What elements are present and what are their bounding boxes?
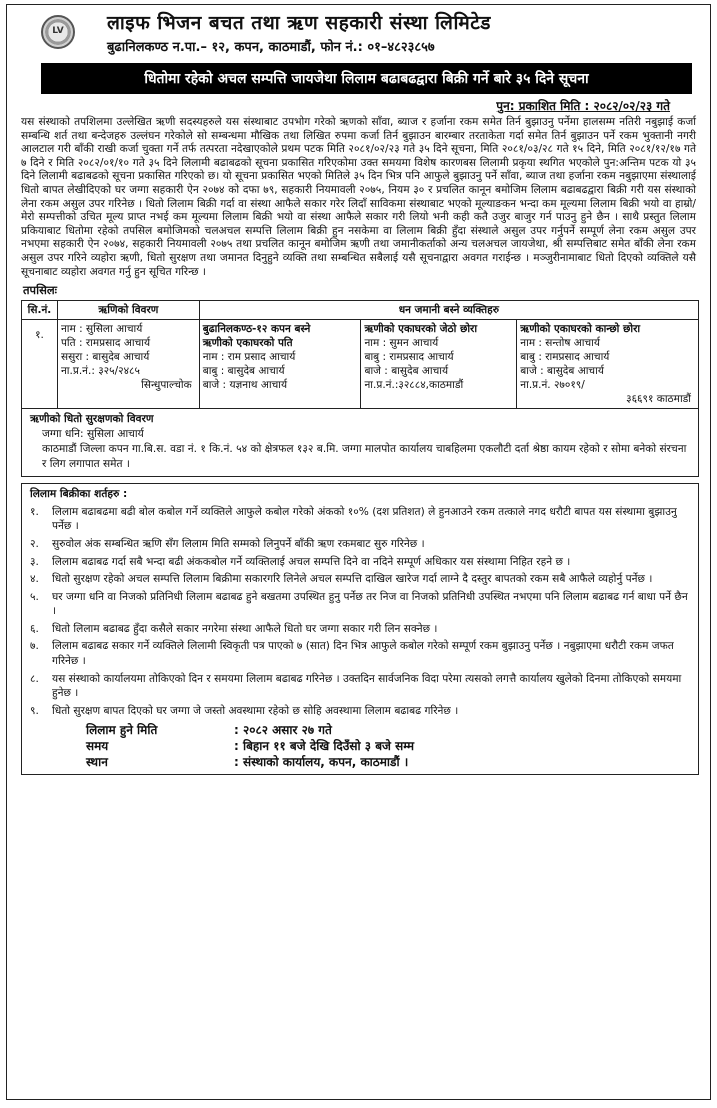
logo-text: LV	[52, 26, 64, 36]
details-heading: तपसिलः	[23, 283, 57, 298]
list-item	[30, 639, 690, 668]
guarantor-2-citizenship: ना.प्र.नं.:३२८८४,काठमाडौं	[364, 379, 464, 392]
details-table	[21, 300, 699, 409]
list-item	[30, 505, 690, 534]
term-text: सुरुवोल अंक सम्बन्धित ऋणि सँग लिलाम मिति सम्मको लिनुपर्ने बाँकी ऋण रकमबाट सुरु गरिनेछ ।	[52, 537, 425, 550]
term-number: ९.	[30, 704, 39, 717]
term-text: घर जग्गा धनि वा निजको प्रतिनिधी लिलाम बढाबढ हुने बखतमा उपस्थित हुनु पर्नेछ तर निज वा निजको प्रतिनिधी उपस्थित नभएमा पनि लिलाम बढाबढ गर्न बाधा पर्ने छैन ।	[52, 590, 688, 618]
term-text: यस संस्थाको कार्यालयमा तोकिएको दिन र समयमा लिलाम बढाबढ गरिनेछ । उक्तदिन सार्वजनिक विदा परेमा त्यसको लगत्तै कार्यालय खुलेको दिनमा तोकिएको समयमा हुनेछ ।	[52, 672, 682, 700]
guarantor-1-head-1: बुढानिलकण्ठ-१२ कपन बस्ने	[202, 323, 311, 336]
guarantor-3-grandfather: बाजे : बासुदेब आचार्य	[520, 365, 604, 378]
guarantor-2-head: ऋणीको एकाघरको जेठो छोरा	[364, 323, 478, 336]
guarantor-2-cell	[361, 320, 517, 409]
col-borrower: ऋणिको विवरण	[57, 301, 199, 320]
list-item	[30, 590, 690, 619]
term-text: लिलाम बढाबढ सकार गर्ने व्यक्तिले लिलामी स्विकृती पत्र पाएको ७ (सात) दिन भित्र आफुले कबोल गरेको सम्पूर्ण रकम बुझाउनु पर्नेछ । नबुझाएमा धरौटी रकम जफत गरिनेछ ।	[52, 640, 674, 668]
borrower-name: नाम : सुसिला आचार्य	[60, 323, 143, 336]
header	[7, 5, 710, 63]
guarantor-1-name: नाम : राम प्रसाद आचार्य	[202, 351, 296, 364]
list-item	[30, 555, 690, 570]
auction-time-label: समय	[86, 739, 109, 754]
guarantor-3-citizenship: ना.प्र.नं. २७०१९/	[520, 379, 585, 392]
auction-place-label: स्थान	[86, 755, 108, 770]
guarantor-1-grandfather: बाजे : यज्ञनाथ आचार्य	[202, 379, 288, 392]
auction-date-label: लिलाम हुने मिति	[86, 723, 158, 738]
term-text: धितो सुरक्षण रहेको अचल सम्पत्ति लिलाम बिक्रीमा सकारगरि लिनेले अचल सम्पत्ति दाखिल खारेज गर्दा लाग्ने दै दस्तुर बापतको रकम सबै आफैले व्यहोर्नु पर्नेछ ।	[52, 573, 653, 586]
notice-title: धितोमा रहेको अचल सम्पत्ति जायजेथा लिलाम बढाबढद्वारा बिक्री गर्ने बारे ३५ दिने सूचना	[41, 63, 692, 94]
borrower-district: सिन्धुपाल्चोक	[141, 379, 192, 392]
auction-date-value: : २०८२ असार २७ गते	[234, 723, 332, 738]
auction-place-row	[30, 754, 690, 770]
notice-body: यस संस्थाको तपशिलमा उल्लेखित ऋणी सदस्यहरुले यस संस्थाबाट उपभोग गरेको ऋणको साँवा, ब्याज र हर्जाना रकम समेत तिर्न बुझाउनु पर्नेमा हालसम्म नतिरी नबुझाई कर्जा सम्बन्धि शर्त तथा बन्देजहरु उल्लंघन गरेकोले सो सम्बन्धमा मौखिक तथा लिखित रुपमा कर्जा तिर्न बुझाउन बारम्बार तरताकेता गर्दा समेत तिर्न बुझाउन पर्ने रकम भुक्तानी नगरी आलटाल गरी बाँकी राखी कर्जा चुक्ता गर्ने तर्फ तत्परता नदेखाएकोले प्रथम पटक मिति २०८१/०२/२३ गते ३५ दिने सूचना, मिति २०८१/०३/२८ गते १५ दिने, मिति २०८१/१२/१७ गते ७ दिने र मिति २०८२/०१/१० गते ३५ दिने लिलामी बढाबढको सूचना प्रकासित गरिएकोमा उक्त समयमा विशेष कारणबस लिलामी प्रकृया स्थगित भएकोले पुन:अन्तिम पटक यो ३५ दिने लिलामी बढाबढको सूचना प्रकासित गरिएको छ। यो सूचना प्रकासित भएको मितिले ३५ दिन भित्र पनि आफुले बुझाउनु पर्ने साँवा, ब्याज तथा हर्जाना रकम नबुझाएमा संस्थालाई धितो बापत लेखीदिएको घर जग्गा सहकारी ऐन २०७४ को दफा ७९, सहकारी नियमावली २०७५, नियम ३० र प्रचलित कानून बमोजिम लिलाम बढाबढद्वारा बिक्री गरी यस संस्थाको लेना रकम असुल उपर गरिनेछ । धितो लिलाम बिक्री गर्दा वा संस्था आफैले सकार गरेर लिदाँ साविकमा संस्थाबाट भएको मूल्याङकन भन्दा कम मूल्यमा लिलाम बिक्री भयो वा हाम्रो/मेरो सम्पत्तीको उचित मूल्य प्राप्त नभई कम मूल्यमा लिलाम बिक्री भयो वा संस्था आफैले सकार गरी लियो भनी कही कतै उजुर बाजुर गर्न पाउनु हुने छैन । साथै प्रस्तुत लिलाम प्रकियाबाट धितोमा रहेको तपसिल बमोजिमको चलअचल सम्पत्ति लिलाम बिक्री हुन नसकेमा वा लिलाम बिक्री हुँदा संस्थाले असुल उपर गर्नुपर्ने सम्पूर्ण लेना रकम असुल उपर नभएमा सहकारी ऐन २०७४, सहकारी नियमावली २०७५ तथा प्रचलित कानून बमोजिम ऋणी तथा जमानीकर्ताको अन्य चलअचल जायजेथा, श्री सम्पत्तिबाट समेत बाँकी लेना रकम असुल उपर गरिने व्यहोरा ऋणी, धितो सुरक्षण तथा जमानत दिनुहुने व्यक्ति तथा सम्बन्धित सबैलाई यसै सूचनाद्वारा अवगत गराईन्छ । मञ्जुरीनामाबाट धितो दिएको व्यक्तिले यसै सूचनाबाट व्यहोरा अवगत गर्नु हुन सूचित गरिन्छ ।	[21, 116, 696, 278]
collateral-section	[21, 409, 699, 477]
republished-date: पुन: प्रकाशित मिति : २०८२/०२/२३ गते	[496, 99, 670, 113]
term-number: १.	[30, 505, 39, 518]
auction-schedule	[30, 722, 690, 770]
org-name: लाइफ भिजन बचत तथा ऋण सहकारी संस्था लिमिटेड	[107, 12, 491, 34]
term-number: ४.	[30, 573, 39, 586]
term-text: लिलाम बढाबढमा बढी बोल कबोल गर्ने व्यक्तिले आफुले कबोल गरेको अंकको १०% (दश प्रतिशत) ले हुनआउने रकम तत्काले नगद धरौटी बापत यस संस्थामा बुझाउनु पर्नेछ ।	[52, 505, 677, 533]
guarantor-3-father: बाबु : रामप्रसाद आचार्य	[520, 351, 610, 364]
collateral-description: काठमाडौं जिल्ला कपन गा.बि.स. वडा नं. १ कि.नं. ५४ को क्षेत्रफल १३२ ब.मि. जग्गा मालपोत कार्यालय चाबहिलमा एकलौटी दर्ता श्रेष्ठा कायम रहेको र सोमा बनेको संरचना र लिग लगापात समेत ।	[42, 443, 687, 471]
term-number: ८.	[30, 672, 39, 685]
guarantor-1-head-2: ऋणीको एकाघरको पति	[202, 337, 293, 350]
col-sn: सि.नं.	[22, 301, 58, 320]
auction-date-row	[30, 722, 690, 738]
notice-page	[6, 4, 711, 1100]
terms-section	[21, 483, 699, 775]
col-guarantors: धन जमानी बस्ने व्यक्तिहरु	[199, 301, 698, 320]
terms-heading: लिलाम बिक्रीका शर्तहरु :	[30, 488, 128, 501]
term-number: ७.	[30, 640, 39, 653]
term-number: ५.	[30, 590, 39, 603]
guarantor-3-citizenship-cont: ३६६९१ काठमाडौं	[626, 393, 691, 406]
term-text: धितो लिलाम बढाबढ हुँदा कसैले सकार नगरेमा संस्था आफैले धितो घर जग्गा सकार गरी लिन सक्नेछ ।	[52, 622, 438, 635]
guarantor-1-father: बाबु : बासुदेब आचार्य	[202, 365, 285, 378]
guarantor-2-grandfather: बाजे : बासुदेब आचार्य	[364, 365, 449, 378]
list-item	[30, 537, 690, 552]
org-address: बुढानिलकण्ठ न.पा.– १२, कपन, काठमाडौं, फोन नं.: ०१–४८२३८५७	[107, 40, 435, 55]
table-header-row	[22, 301, 699, 320]
auction-place-value: : संस्थाको कार्यालय, कपन, काठमाडौं ।	[234, 755, 409, 770]
list-item	[30, 622, 690, 637]
term-text: लिलाम बढाबढ गर्दा सबै भन्दा बढी अंककबोल गर्ने व्यक्तिलाई अचल सम्पत्ति दिने वा नदिने सम्पूर्ण अधिकार यस संस्थामा निहित रहने छ ।	[52, 555, 571, 568]
list-item	[30, 704, 690, 719]
list-item	[30, 572, 690, 587]
guarantor-3-head: ऋणीको एकाघरको कान्छो छोरा	[520, 323, 641, 336]
table-row	[22, 320, 699, 409]
org-logo	[41, 15, 75, 49]
term-text: धितो सुरक्षण बापत दिएको घर जग्गा जे जस्तो अवस्थामा रहेको छ सोहि अवस्थामा लिलाम बढाबढ गरिनेछ ।	[52, 704, 459, 717]
auction-time-row	[30, 738, 690, 754]
borrower-cell	[57, 320, 199, 409]
guarantor-3-cell	[517, 320, 699, 409]
term-number: २.	[30, 537, 39, 550]
borrower-father-in-law: ससुरा : बासुदेब आचार्य	[60, 351, 150, 364]
auction-time-value: : बिहान ११ बजे देखि दिउँसो ३ बजे सम्म	[234, 739, 415, 754]
guarantor-1-cell	[199, 320, 361, 409]
term-number: ६.	[30, 622, 39, 635]
borrower-husband: पति : रामप्रसाद आचार्य	[60, 337, 151, 350]
collateral-heading: ऋणीको धितो सुरक्षणको विवरण	[30, 413, 154, 426]
guarantor-3-name: नाम : सन्तोष आचार्य	[520, 337, 600, 350]
guarantor-2-name: नाम : सुमन आचार्य	[364, 337, 439, 350]
borrower-citizenship: ना.प्र.नं.: ३२५/२४८५	[60, 365, 140, 378]
row-sn: १.	[22, 320, 58, 409]
collateral-owner: जग्गा धनि: सुसिला आचार्य	[42, 428, 144, 441]
list-item	[30, 672, 690, 701]
guarantor-2-father: बाबु : रामप्रसाद आचार्य	[364, 351, 454, 364]
term-number: ३.	[30, 555, 39, 568]
